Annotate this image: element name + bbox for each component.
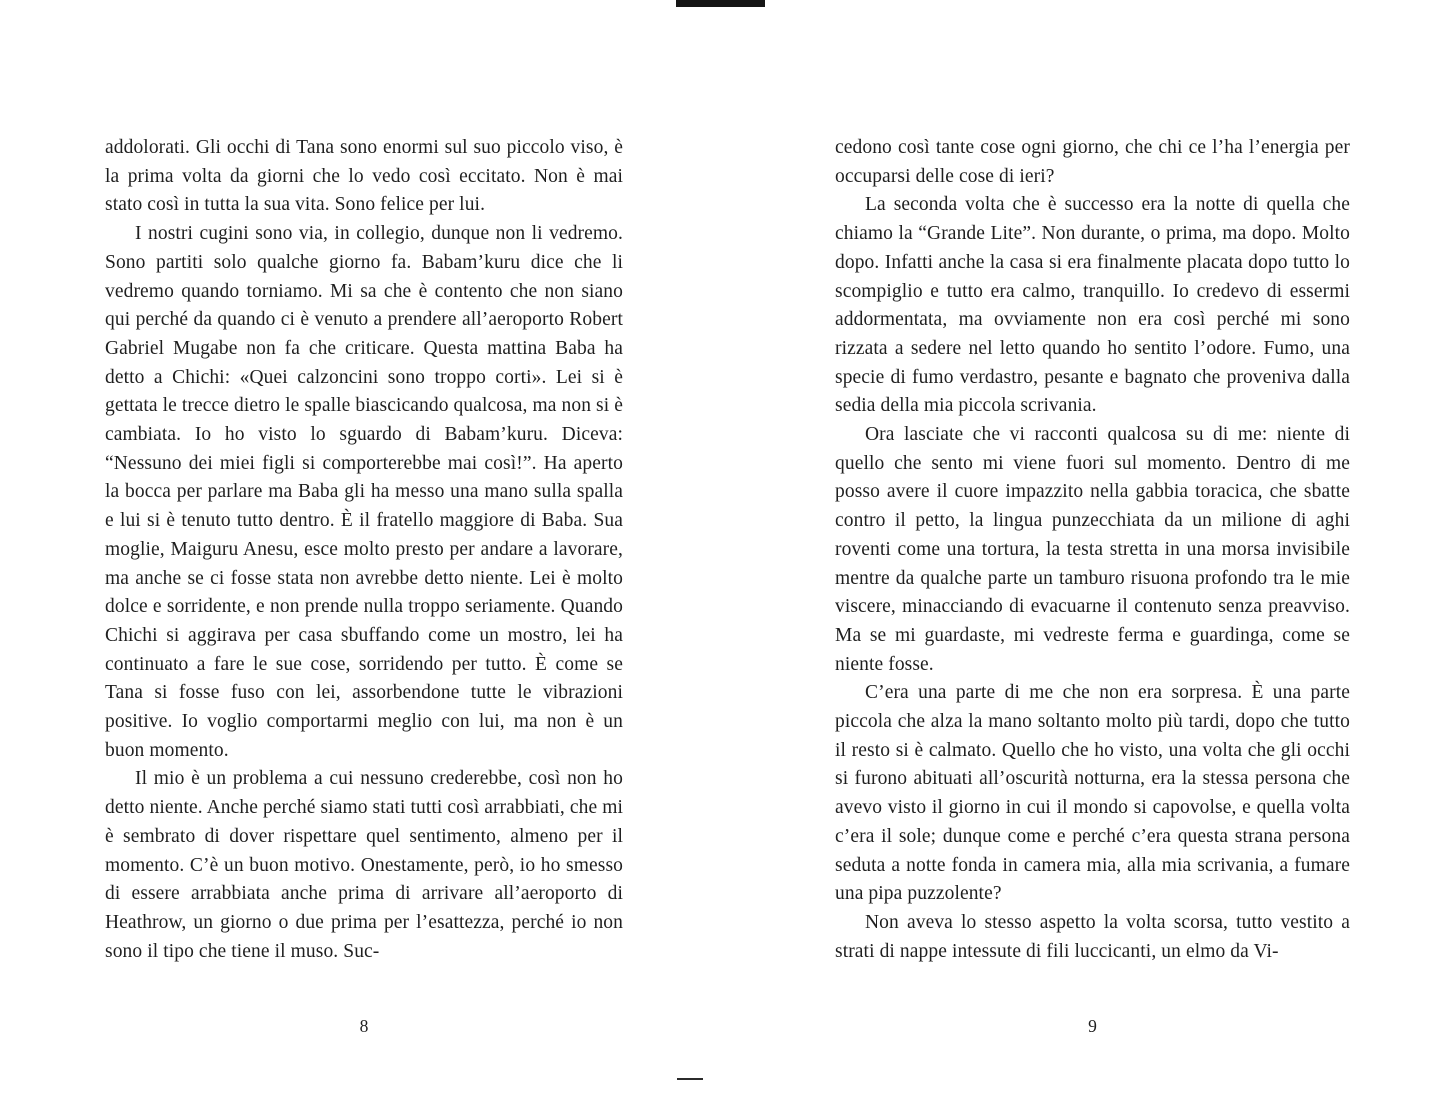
paragraph: C’era una parte di me che non era sorpresa. È una parte piccola che alza la mano soltanto molto più tardi, dopo che tutto il resto si è calmato. Quello che ho visto, una volta che gli occhi si furono abituati all’oscurità notturna, era la stessa persona che avevo visto il giorno in cui il mondo si capovolse, e quella volta c’era il sole; dunque come e perché c’era questa strana persona seduta a notte fonda in camera mia, alla mia scrivania, a fumare una pipa puzzolente? [835,682,1350,905]
paragraph: Non aveva lo stesso aspetto la volta scorsa, tutto vestito a strati di nappe intessute di fili luccicanti, un elmo da Vi- [835,911,1350,962]
paragraph: I nostri cugini sono via, in collegio, dunque non li vedremo. Sono partiti solo qualche giorno fa. Babam’kuru dice che li vedremo quando torniamo. Mi sa che è contento che non siano qui perché da quando ci è venuto a prendere all’aeroporto Robert Gabriel Mugabe non fa che criticare. Questa mattina Baba ha detto a Chichi: «Quei calzoncini sono troppo corti». Lei si è gettata le trecce dietro le spalle biascicando qualcosa, ma non si è cambiata. Io ho visto lo sguardo di Babam’kuru. Diceva: “Nessuno dei miei figli si comporterebbe mai così!”. Ha aperto la bocca per parlare ma Baba gli ha messo una mano sulla spalla e lui si è tenuto tutto dentro. È il fratello maggiore di Baba. Sua moglie, Maiguru Anesu, esce molto presto per andare a lavorare, ma anche se ci fosse stata non avrebbe detto niente. Lei è molto dolce e sorridente, e non prende nulla troppo seriamente. Quando Chichi si aggirava per casa sbuffando come un mostro, lei ha continuato a fare le sue cose, sorridendo per tutto. È come se Tana si fosse fuso con lei, assorbendone tutte le vibrazioni positive. Io voglio comportarmi meglio con lui, ma non è un buon momento. [105,223,623,761]
bottom-page-mark [677,1078,703,1080]
paragraph: addolorati. Gli occhi di Tana sono enormi sul suo piccolo viso, è la prima volta da giorni che lo vedo così eccitato. Non è mai stato così in tutta la sua vita. Sono felice per lui. [105,137,623,216]
right-page-number: 9 [1088,1016,1097,1036]
paragraph: Ora lasciate che vi racconti qualcosa su di me: niente di quello che sento mi viene fuori sul momento. Dentro di me posso avere il cuore impazzito nella gabbia toracica, che sbatte contro il petto, la lingua punzecchiata da un milione di aghi roventi come una tortura, la testa stretta in una morsa invisibile mentre da qualche parte un tamburo risuona profondo tra le mie viscere, minacciando di evacuarne il contenuto senza preavviso. Ma se mi guardaste, mi vedreste ferma e guardinga, come se niente fosse. [835,424,1350,675]
paragraph: La seconda volta che è successo era la notte di quella che chiamo la “Grande Lite”. Non durante, o prima, ma dopo. Molto dopo. Infatti anche la casa si era finalmente placata dopo tutto lo scompiglio e tutto era calmo, tranquillo. Io credevo di essermi addormentata, ma ovviamente non era così perché mi sono rizzata a sedere nel letto quando ho sentito l’odore. Fumo, una specie di fumo verdastro, pesante e bagnato che proveniva dalla sedia della mia piccola scrivania. [835,194,1350,417]
right-page-text [835,134,1350,966]
paragraph: cedono così tante cose ogni giorno, che chi ce l’ha l’energia per occuparsi delle cose di ieri? [835,137,1350,187]
left-page-text [105,134,623,966]
paragraph: Il mio è un problema a cui nessuno crederebbe, così non ho detto niente. Anche perché siamo stati tutti così arrabbiati, che mi è sembrato di dover rispettare quel sentimento, almeno per il momento. C’è un buon motivo. Onestamente, però, io ho smesso di essere arrabbiata anche prima di arrivare all’aeroporto di Heathrow, un giorno o due prima per l’esattezza, perché io non sono il tipo che tiene il muso. Suc- [105,768,623,962]
left-page-number: 8 [359,1016,369,1036]
top-page-mark [676,0,765,7]
